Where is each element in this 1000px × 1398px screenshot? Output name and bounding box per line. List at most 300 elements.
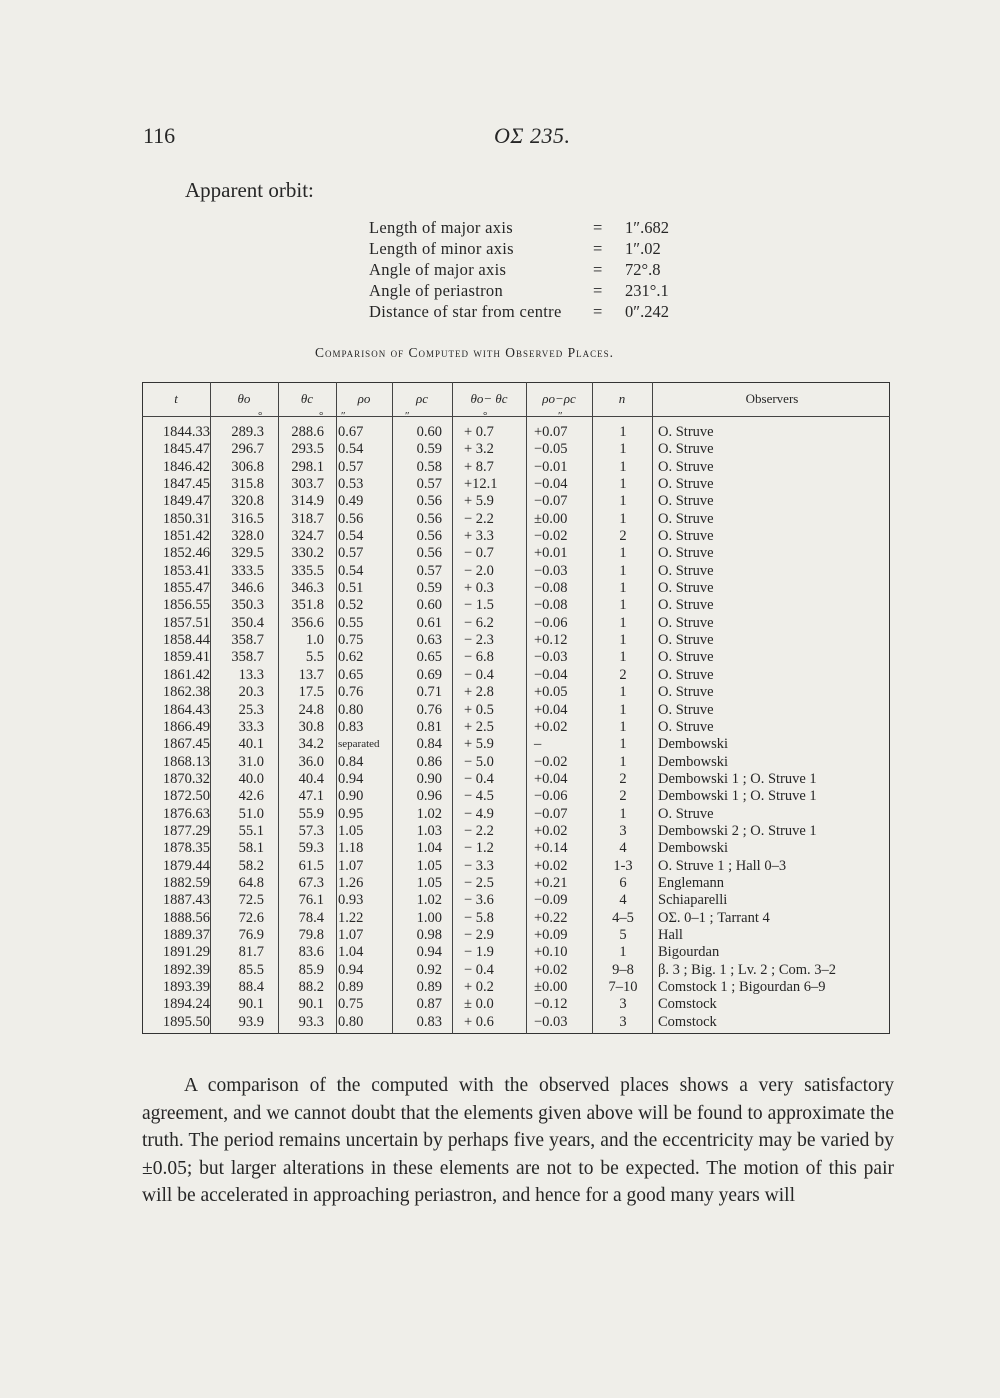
cell-rho-diff: +0.14 (534, 840, 568, 857)
cell-theta-c: 314.9 (291, 493, 324, 510)
cell-n: 1 (619, 649, 627, 666)
cell-rho-diff: +0.02 (534, 822, 568, 839)
cell-theta-c: 59.3 (298, 840, 324, 857)
table-row (142, 597, 902, 614)
cell-t: 1894.24 (162, 996, 210, 1013)
column-header-rho-diff: ρo−ρc (542, 391, 576, 406)
element-row (369, 280, 699, 301)
element-label: Distance of star from centre (369, 302, 562, 321)
cell-rho-diff: −0.03 (534, 1013, 568, 1030)
cell-rho-c: 1.03 (416, 822, 442, 839)
equals-sign: = (593, 218, 603, 237)
cell-rho-c: 0.56 (416, 545, 442, 562)
cell-t: 1855.47 (162, 580, 210, 597)
cell-theta-c: 13.7 (298, 666, 324, 683)
cell-n: 2 (619, 528, 627, 545)
cell-n: 1 (619, 701, 627, 718)
cell-observers: Dembowski 1 ; O. Struve 1 (658, 770, 817, 787)
cell-theta-c: 30.8 (298, 718, 324, 735)
cell-rho-o: 0.53 (338, 476, 364, 493)
table-row (142, 580, 902, 597)
cell-rho-o: 0.57 (338, 458, 364, 475)
cell-theta-c: 318.7 (291, 510, 324, 527)
cell-theta-diff: + 3.3 (464, 528, 494, 545)
cell-rho-c: 0.56 (416, 493, 442, 510)
cell-n: 1 (619, 632, 627, 649)
cell-theta-o: 296.7 (231, 441, 264, 458)
element-row (369, 238, 699, 259)
element-value: 0″.242 (625, 302, 669, 321)
cell-rho-c: 0.56 (416, 510, 442, 527)
cell-theta-c: 5.5 (305, 649, 324, 666)
unit-arcsec: ″ (558, 410, 563, 422)
cell-rho-o: 1.04 (338, 944, 364, 961)
table-row (142, 771, 902, 788)
table-row (142, 806, 902, 823)
table-row (142, 684, 902, 701)
header-rule (142, 416, 890, 417)
cell-n: 4–5 (612, 909, 634, 926)
cell-rho-c: 0.60 (416, 424, 442, 440)
cell-theta-c: 335.5 (291, 562, 324, 579)
cell-rho-c: 0.94 (416, 944, 442, 961)
unit-arcsec: ″ (405, 410, 410, 422)
cell-rho-c: 0.58 (416, 458, 442, 475)
column-header-theta-diff: θo− θc (470, 391, 508, 406)
paragraph-text: A comparison of the computed with the observed places shows a very satisfactory agreement, and we cannot doubt that the elements given above will be found to approximate the truth. The period remains uncertain by perhaps five years, and the eccentricity may be varied by ±0.05; but larger alterations in these elements are not to be expected. The motion of this pair will be accelerated in approaching periastron, and hence for a good many years will (142, 1075, 894, 1206)
cell-rho-o: 0.54 (338, 528, 364, 545)
cell-rho-diff: −0.02 (534, 528, 568, 545)
cell-rho-c: 0.90 (416, 770, 442, 787)
cell-observers: Comstock 1 ; Bigourdan 6–9 (658, 979, 826, 995)
cell-rho-c: 0.81 (416, 718, 442, 735)
cell-theta-diff: − 0.4 (464, 666, 494, 683)
cell-t: 1850.31 (162, 510, 210, 527)
cell-n: 1 (619, 736, 627, 753)
cell-t: 1893.39 (162, 979, 210, 995)
cell-rho-diff: −0.06 (534, 788, 568, 805)
table-row (142, 511, 902, 528)
cell-theta-diff: − 6.2 (464, 614, 494, 631)
cell-t: 1887.43 (162, 892, 210, 909)
cell-theta-o: 85.5 (238, 961, 264, 978)
cell-rho-o: 0.94 (338, 961, 364, 978)
cell-rho-o: 1.26 (338, 874, 364, 891)
cell-theta-o: 13.3 (238, 666, 264, 683)
cell-theta-o: 40.0 (238, 770, 264, 787)
cell-rho-diff: −0.02 (534, 753, 568, 770)
cell-theta-diff: − 1.2 (464, 840, 494, 857)
element-row (369, 259, 699, 280)
cell-theta-diff: − 3.3 (464, 857, 494, 874)
cell-theta-diff: − 2.9 (464, 926, 494, 943)
cell-n: 1 (619, 545, 627, 562)
element-value: 1″.682 (625, 218, 669, 237)
cell-theta-diff: − 4.5 (464, 788, 494, 805)
cell-theta-diff: ± 0.0 (464, 996, 494, 1013)
cell-n: 1 (619, 944, 627, 961)
cell-rho-diff: +0.01 (534, 545, 568, 562)
cell-theta-c: 303.7 (291, 476, 324, 493)
cell-t: 1862.38 (162, 684, 210, 701)
cell-observers: Englemann (658, 874, 725, 891)
cell-theta-c: 330.2 (291, 545, 324, 562)
table-row (142, 754, 902, 771)
cell-rho-diff: −0.01 (534, 458, 568, 475)
cell-theta-o: 346.6 (231, 580, 264, 597)
cell-rho-o: 0.80 (338, 1013, 364, 1030)
cell-theta-diff: − 2.3 (464, 632, 494, 649)
cell-rho-c: 0.61 (416, 614, 442, 631)
cell-t: 1858.44 (162, 632, 210, 649)
cell-n: 6 (619, 874, 627, 891)
cell-rho-c: 0.89 (416, 979, 442, 995)
cell-observers: O. Struve (658, 649, 714, 666)
element-value: 1″.02 (625, 239, 661, 258)
cell-rho-c: 1.02 (416, 805, 442, 822)
cell-t: 1876.63 (162, 805, 210, 822)
cell-t: 1868.13 (162, 753, 210, 770)
cell-theta-diff: − 2.5 (464, 874, 494, 891)
cell-observers: O. Struve (658, 666, 714, 683)
cell-observers: O. Struve (658, 545, 714, 562)
cell-theta-c: 93.3 (298, 1013, 324, 1030)
cell-observers: O. Struve (658, 701, 714, 718)
cell-rho-c: 0.59 (416, 580, 442, 597)
table-row (142, 910, 902, 927)
cell-observers: Dembowski (658, 840, 729, 857)
cell-rho-diff: +0.22 (534, 909, 568, 926)
cell-rho-c: 0.56 (416, 528, 442, 545)
cell-rho-diff: +0.04 (534, 701, 568, 718)
cell-t: 1847.45 (162, 476, 210, 493)
cell-t: 1864.43 (162, 701, 210, 718)
cell-rho-diff: +0.02 (534, 961, 568, 978)
cell-theta-o: 51.0 (238, 805, 264, 822)
cell-observers: O. Struve (658, 805, 714, 822)
cell-rho-o: 0.94 (338, 770, 364, 787)
cell-rho-o: 0.93 (338, 892, 364, 909)
cell-rho-c: 0.86 (416, 753, 442, 770)
cell-theta-c: 55.9 (298, 805, 324, 822)
cell-rho-o: 0.55 (338, 614, 364, 631)
cell-t: 1852.46 (162, 545, 210, 562)
cell-observers: O. Struve (658, 597, 714, 614)
cell-theta-c: 324.7 (291, 528, 324, 545)
cell-theta-o: 31.0 (238, 753, 264, 770)
cell-observers: O. Struve (658, 684, 714, 701)
cell-theta-diff: + 0.2 (464, 979, 494, 995)
cell-rho-o: 1.18 (338, 840, 364, 857)
cell-theta-diff: + 0.5 (464, 701, 494, 718)
cell-n: 5 (619, 926, 627, 943)
cell-theta-diff: − 6.8 (464, 649, 494, 666)
cell-n: 1 (619, 805, 627, 822)
cell-theta-c: 61.5 (298, 857, 324, 874)
cell-rho-o: 0.51 (338, 580, 364, 597)
comparison-title: Comparison of Computed with Observed Places. (315, 345, 614, 360)
cell-observers: β. 3 ; Big. 1 ; Lv. 2 ; Com. 3–2 (658, 961, 837, 978)
cell-n: 3 (619, 996, 627, 1013)
cell-rho-c: 1.02 (416, 892, 442, 909)
cell-theta-c: 1.0 (305, 632, 324, 649)
element-value: 231°.1 (625, 281, 669, 300)
cell-theta-c: 47.1 (298, 788, 324, 805)
cell-rho-o: 0.52 (338, 597, 364, 614)
cell-theta-c: 351.8 (291, 597, 324, 614)
cell-theta-o: 328.0 (231, 528, 264, 545)
cell-rho-o: 0.62 (338, 649, 364, 666)
cell-rho-c: 1.05 (416, 857, 442, 874)
cell-theta-diff: − 0.4 (464, 770, 494, 787)
cell-theta-o: 64.8 (238, 874, 264, 891)
cell-rho-o: 0.80 (338, 701, 364, 718)
cell-rho-diff: −0.04 (534, 666, 568, 683)
cell-theta-c: 36.0 (298, 753, 324, 770)
cell-rho-c: 0.60 (416, 597, 442, 614)
table-row (142, 875, 902, 892)
cell-n: 2 (619, 770, 627, 787)
element-label: Length of minor axis (369, 239, 514, 258)
cell-n: 4 (619, 840, 627, 857)
cell-theta-o: 40.1 (238, 736, 264, 753)
cell-theta-o: 350.3 (231, 597, 264, 614)
cell-rho-o: separated (338, 738, 380, 751)
cell-n: 1 (619, 458, 627, 475)
cell-rho-diff: −0.08 (534, 580, 568, 597)
cell-t: 1878.35 (162, 840, 210, 857)
cell-theta-c: 34.2 (298, 736, 324, 753)
column-header-rho-o: ρo (357, 391, 371, 406)
cell-theta-c: 57.3 (298, 822, 324, 839)
orbit-elements (369, 217, 699, 322)
unit-degree: ° (258, 410, 263, 422)
table-row (142, 667, 902, 684)
cell-rho-diff: −0.07 (534, 493, 568, 510)
cell-observers: Dembowski (658, 736, 729, 753)
cell-theta-o: 350.4 (231, 614, 264, 631)
cell-rho-c: 0.65 (416, 649, 442, 666)
cell-observers: O. Struve (658, 528, 714, 545)
table-row (142, 702, 902, 719)
cell-observers: Dembowski 2 ; O. Struve 1 (658, 822, 817, 839)
cell-theta-o: 358.7 (231, 649, 264, 666)
element-label: Angle of periastron (369, 281, 503, 300)
cell-t: 1846.42 (162, 458, 210, 475)
equals-sign: = (593, 281, 603, 300)
column-header-n: n (618, 391, 626, 406)
element-value: 72°.8 (625, 260, 661, 279)
cell-t: 1853.41 (162, 562, 210, 579)
cell-theta-diff: + 5.9 (464, 493, 494, 510)
table-row (142, 563, 902, 580)
cell-t: 1877.29 (162, 822, 210, 839)
cell-t: 1892.39 (162, 961, 210, 978)
cell-theta-o: 289.3 (231, 424, 264, 440)
table-row (142, 528, 902, 545)
cell-theta-c: 78.4 (298, 909, 324, 926)
cell-rho-o: 1.05 (338, 822, 364, 839)
table-row (142, 719, 902, 736)
cell-rho-c: 0.96 (416, 788, 442, 805)
cell-rho-o: 0.90 (338, 788, 364, 805)
cell-theta-diff: − 3.6 (464, 892, 494, 909)
cell-theta-o: 358.7 (231, 632, 264, 649)
cell-n: 1 (619, 580, 627, 597)
cell-observers: O. Struve (658, 441, 714, 458)
cell-theta-c: 67.3 (298, 874, 324, 891)
cell-n: 1 (619, 684, 627, 701)
cell-theta-o: 90.1 (238, 996, 264, 1013)
equals-sign: = (593, 260, 603, 279)
cell-t: 1867.45 (162, 736, 210, 753)
cell-theta-c: 356.6 (291, 614, 324, 631)
cell-theta-o: 33.3 (238, 718, 264, 735)
cell-t: 1859.41 (162, 649, 210, 666)
cell-t: 1861.42 (162, 666, 210, 683)
cell-t: 1857.51 (162, 614, 210, 631)
cell-rho-o: 0.75 (338, 632, 364, 649)
table-body (142, 424, 902, 1031)
unit-degree: ° (319, 410, 324, 422)
cell-theta-o: 58.2 (238, 857, 264, 874)
cell-theta-o: 333.5 (231, 562, 264, 579)
page-number: 116 (143, 123, 176, 148)
cell-t: 1845.47 (162, 441, 210, 458)
table-row (142, 476, 902, 493)
cell-rho-o: 1.22 (338, 909, 364, 926)
cell-theta-c: 76.1 (298, 892, 324, 909)
table-row (142, 823, 902, 840)
cell-rho-o: 0.75 (338, 996, 364, 1013)
unit-arcsec: ″ (341, 410, 346, 422)
cell-t: 1844.33 (162, 424, 210, 440)
cell-rho-c: 0.63 (416, 632, 442, 649)
table-row (142, 996, 902, 1013)
cell-n: 3 (619, 822, 627, 839)
cell-rho-o: 1.07 (338, 857, 364, 874)
cell-observers: Dembowski (658, 753, 729, 770)
cell-theta-diff: + 0.7 (464, 424, 494, 440)
cell-theta-o: 42.6 (238, 788, 264, 805)
cell-rho-o: 0.83 (338, 718, 364, 735)
cell-rho-c: 0.76 (416, 701, 442, 718)
cell-observers: O. Struve (658, 562, 714, 579)
table-row (142, 927, 902, 944)
element-label: Angle of major axis (369, 260, 507, 279)
cell-theta-diff: − 0.4 (464, 961, 494, 978)
cell-n: 4 (619, 892, 627, 909)
cell-theta-c: 24.8 (298, 701, 324, 718)
cell-rho-o: 0.54 (338, 562, 364, 579)
cell-theta-c: 346.3 (291, 580, 324, 597)
cell-n: 1 (619, 753, 627, 770)
cell-theta-diff: − 4.9 (464, 805, 494, 822)
table-row (142, 632, 902, 649)
cell-n: 1 (619, 597, 627, 614)
table-row (142, 788, 902, 805)
column-header-theta-c: θc (300, 391, 314, 406)
table-row (142, 858, 902, 875)
cell-rho-diff: +0.02 (534, 857, 568, 874)
cell-rho-diff: +0.09 (534, 926, 568, 943)
cell-rho-diff: −0.05 (534, 441, 568, 458)
cell-t: 1888.56 (162, 909, 210, 926)
cell-theta-diff: − 5.0 (464, 753, 494, 770)
cell-observers: O. Struve (658, 614, 714, 631)
cell-theta-c: 85.9 (298, 961, 324, 978)
cell-theta-diff: − 0.7 (464, 545, 494, 562)
cell-theta-c: 88.2 (298, 979, 324, 995)
column-header-t: t (174, 391, 178, 406)
table-row (142, 979, 902, 996)
cell-observers: O. Struve (658, 580, 714, 597)
cell-theta-c: 79.8 (298, 926, 324, 943)
equals-sign: = (593, 239, 603, 258)
cell-rho-diff: ±0.00 (534, 979, 568, 995)
cell-n: 1 (619, 562, 627, 579)
cell-n: 1-3 (613, 857, 633, 874)
cell-theta-o: 320.8 (231, 493, 264, 510)
cell-t: 1895.50 (162, 1013, 210, 1030)
cell-rho-c: 0.71 (416, 684, 442, 701)
cell-theta-diff: + 0.6 (464, 1013, 494, 1030)
cell-theta-c: 293.5 (291, 441, 324, 458)
cell-t: 1872.50 (162, 788, 210, 805)
cell-theta-o: 306.8 (231, 458, 264, 475)
cell-theta-diff: +12.1 (464, 476, 498, 493)
cell-rho-diff: −0.03 (534, 649, 568, 666)
cell-rho-diff: ±0.00 (534, 510, 568, 527)
cell-theta-c: 40.4 (298, 770, 324, 787)
cell-rho-c: 1.05 (416, 874, 442, 891)
equals-sign: = (593, 302, 603, 321)
cell-rho-c: 0.98 (416, 926, 442, 943)
cell-rho-diff: +0.07 (534, 424, 568, 440)
unit-degree: ° (483, 410, 488, 422)
cell-observers: Hall (658, 926, 683, 943)
cell-n: 1 (619, 476, 627, 493)
cell-observers: Comstock (658, 996, 717, 1013)
comparison-table (142, 382, 902, 1038)
orbit-title: Apparent orbit: (185, 178, 314, 202)
cell-observers: O. Struve (658, 458, 714, 475)
cell-theta-o: 72.6 (238, 909, 264, 926)
cell-t: 1870.32 (162, 770, 210, 787)
cell-t: 1879.44 (162, 857, 210, 874)
element-row (369, 217, 699, 238)
cell-theta-o: 88.4 (238, 979, 264, 995)
cell-theta-o: 55.1 (238, 822, 264, 839)
cell-observers: Bigourdan (658, 944, 720, 961)
table-row (142, 459, 902, 476)
cell-n: 2 (619, 666, 627, 683)
cell-theta-diff: − 1.9 (464, 944, 494, 961)
cell-n: 2 (619, 788, 627, 805)
cell-n: 1 (619, 614, 627, 631)
column-header-observers: Observers (745, 391, 799, 406)
cell-rho-c: 0.92 (416, 961, 442, 978)
cell-t: 1891.29 (162, 944, 210, 961)
cell-rho-diff: +0.10 (534, 944, 568, 961)
cell-rho-c: 0.69 (416, 666, 442, 683)
cell-observers: Dembowski 1 ; O. Struve 1 (658, 788, 817, 805)
cell-rho-o: 0.49 (338, 493, 364, 510)
cell-rho-diff: +0.02 (534, 718, 568, 735)
table-row (142, 892, 902, 909)
cell-observers: O. Struve (658, 493, 714, 510)
cell-n: 1 (619, 718, 627, 735)
